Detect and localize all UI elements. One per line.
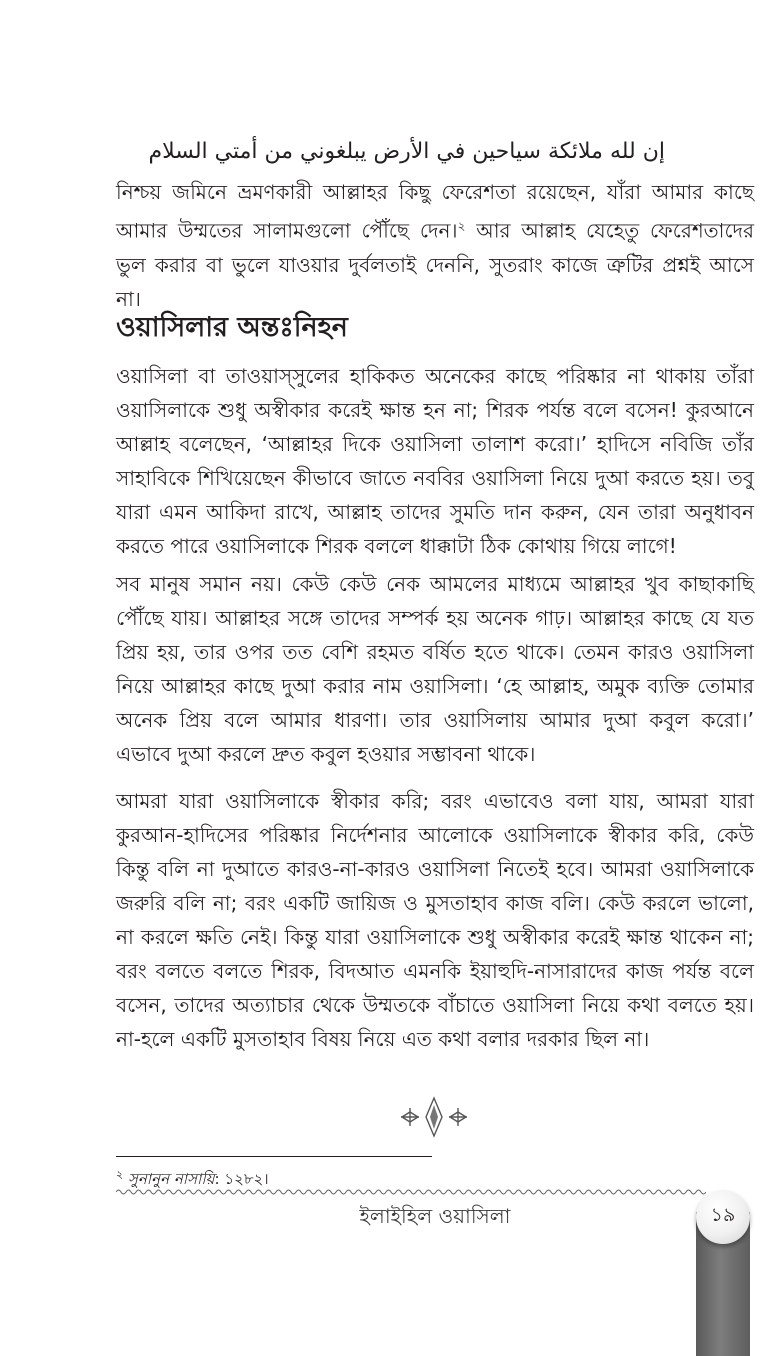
footnote-divider: [116, 1156, 432, 1157]
footnote-reference[interactable]: ২: [457, 219, 466, 233]
diamond-star-ornament-icon: [388, 1094, 480, 1140]
paragraph-body-1: ওয়াসিলা বা তাওয়াস্সুলের হাকিকত অনেকের কাছে পরিষ্কার না থাকায় তাঁরা ওয়াসিলাকে শুধু অস্বীকার করেই ক্ষান্ত হন না; শিরক পর্যন্ত বলে বসেন! কুরআনে আল্লাহ বলেছেন, ‘আল্লাহর দিকে ওয়াসিলা তালাশ করো।’ হাদিসে নবিজি তাঁর সাহাবিকে শিখিয়েছেন কীভাবে জাতে নববির ওয়াসিলা নিয়ে দুআ করতে হয়। তবু যারা এমন আকিদা রাখে, আল্লাহ তাদের সুমতি দান করুন, যেন তারা অনুধাবন করতে পারে ওয়াসিলাকে শিরক বললে ধাক্কাটা ঠিক কোথায় গিয়ে লাগে!: [116, 364, 754, 558]
paragraph-body-3: আমরা যারা ওয়াসিলাকে স্বীকার করি; বরং এভাবেও বলা যায়, আমরা যারা কুরআন-হাদিসের পরিষ্কার নির্দেশনার আলোকে ওয়াসিলাকে স্বীকার করি, কেউ কিন্তু বলি না দুআতে কারও-না-কারও ওয়াসিলা নিতেই হবে। আমরা ওয়াসিলাকে জরুরি বলি না; বরং একটি জায়িজ ও মুসতাহাব কাজ বলি। কেউ করলে ভালো, না করলে ক্ষতি নেই। কিন্তু যারা ওয়াসিলাকে শুধু অস্বীকার করেই ক্ষান্ত থাকেন না; বরং বলতে বলতে শিরক, বিদআত এমনকি ইয়াহুদি-নাসারাদের কাজ পর্যন্ত বলে বসেন, তাদের অত্যাচার থেকে উম্মতকে বাঁচাতে ওয়াসিলা নিয়ে কথা বলতে হয়। না-হলে একটি মুসতাহাব বিষয় নিয়ে এত কথা বলার দরকার ছিল না।: [116, 789, 754, 1051]
running-book-title: ইলাইহিল ওয়াসিলা: [359, 1204, 511, 1228]
footer-wavy-line: [116, 1188, 706, 1196]
footnote-detail: : ১২৮২।: [214, 1170, 269, 1188]
paragraph-body-2: সব মানুষ সমান নয়। কেউ কেউ নেক আমলের মাধ্যমে আল্লাহর খুব কাছাকাছি পৌঁছে যায়। আল্লাহর সঙ্গে তাদের সম্পর্ক হয় অনেক গাঢ়। আল্লাহর কাছে যে যত প্রিয় হয়, তার ওপর তত বেশি রহমত বর্ষিত হতে থাকে। তেমন কারও ওয়াসিলা নিয়ে আল্লাহর কাছে দুআ করার নাম ওয়াসিলা। ‘হে আল্লাহ, অমুক ব্যক্তি তোমার অনেক প্রিয় বলে আমার ধারণা। তার ওয়াসিলায় আমার দুআ কবুল করো।’ এভাবে দুআ করলে দ্রুত কবুল হওয়ার সম্ভাবনা থাকে।: [116, 572, 754, 766]
paragraph-translation-part-1: নিশ্চয় জমিনে ভ্রমণকারী আল্লাহর কিছু ফেরেশতা রয়েছেন, যাঁরা আমার কাছে আমার উম্মতের সালামগুলো পৌঁছে দেন।: [116, 180, 754, 243]
page-number-badge: [696, 1190, 750, 1244]
section-heading: ওয়াসিলার অন্তঃনিহন: [116, 312, 348, 343]
paragraph-translation: [116, 175, 754, 316]
arabic-quote: إن لله ملائكة سياحين في الأرض يبلغوني من أمتي السلام: [148, 139, 665, 164]
footnote-source: সুনানুন নাসায়ি: [127, 1170, 215, 1188]
paragraph-translation-part-2: আর আল্লাহ যেহেতু ফেরেশতাদের ভুল করার বা ভুলে যাওয়ার দুর্বলতাই দেননি, সুতরাং কাজে ত্রুটির প্রশ্নই আসে না।: [116, 218, 755, 311]
page-number: ১৯: [710, 1204, 736, 1226]
footnote-number: ২: [116, 1168, 124, 1181]
